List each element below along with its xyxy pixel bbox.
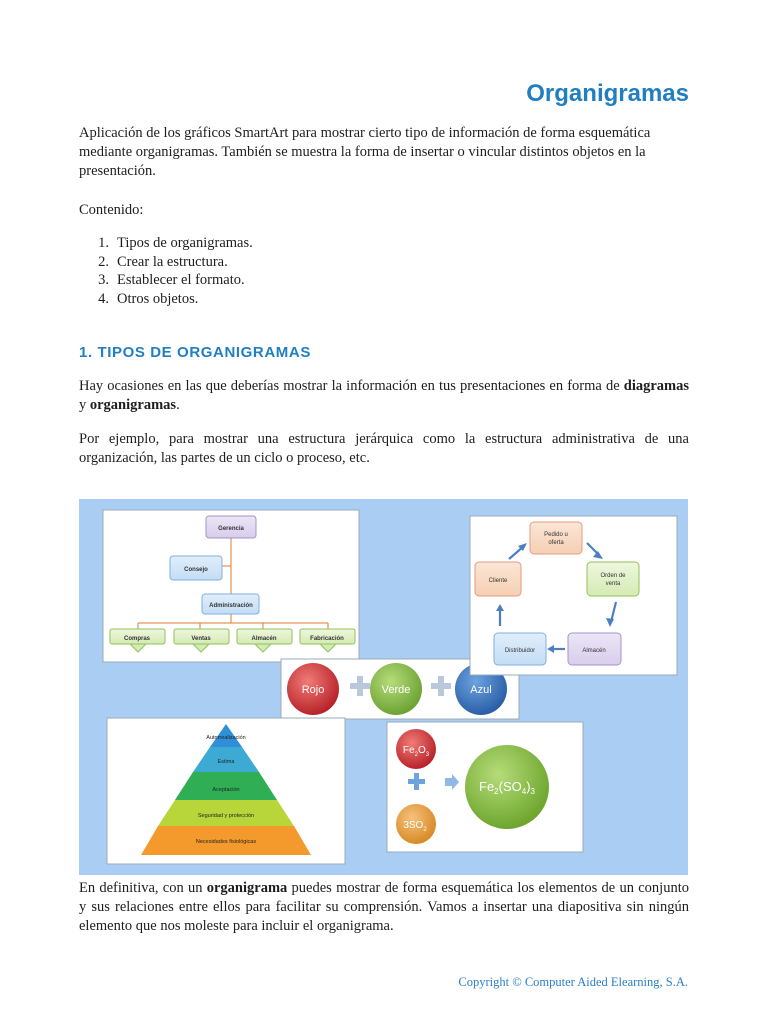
chemistry-diagram — [387, 722, 583, 852]
svg-text:Pedido u: Pedido u — [544, 532, 568, 538]
svg-text:Seguridad y protección: Seguridad y protección — [197, 813, 255, 819]
org-node-assistant: Consejo — [184, 567, 208, 573]
circle-label: Azul — [470, 684, 492, 696]
org-child: Compras — [123, 636, 151, 642]
circle-label: Verde — [381, 684, 411, 696]
org-child: Almacén — [251, 636, 277, 642]
circle-label: Rojo — [301, 684, 325, 696]
svg-text:oferta: oferta — [548, 540, 564, 546]
contents-list — [79, 234, 253, 309]
cycle-diagram — [470, 516, 677, 675]
svg-text:Fe2(SO4)3: $Fe_2(SO_4)_3$ — [479, 779, 535, 796]
paragraph-diagrams: Hay ocasiones en las que deberías mostrar la información en tus presentaciones en forma de diagramas y organigramas. — [79, 378, 689, 413]
svg-text:3SO2: $3SO_2$ — [403, 820, 427, 833]
org-child: Fabricación — [310, 636, 344, 642]
smartart-figure — [79, 499, 688, 875]
pyramid-diagram — [107, 718, 345, 864]
svg-text:Aceptación: Aceptación — [212, 787, 240, 793]
org-node-top: Gerencia — [218, 526, 244, 532]
svg-text:Necesidades fisiológicas: Necesidades fisiológicas — [195, 839, 257, 845]
section-title: 1. TIPOS DE ORGANIGRAMAS — [79, 344, 311, 361]
list-item: 4. Otros objetos. — [98, 291, 199, 308]
org-node-middle: Administración — [209, 603, 253, 609]
svg-text:Fe2O3: $Fe_2O_3$ — [402, 745, 430, 758]
svg-text:venta: venta — [605, 581, 621, 587]
intro-paragraph: Aplicación de los gráficos SmartArt para mostrar cierto tipo de información de forma esquemática mediante organigramas. También se muestra la forma de insertar o vincular distintos objetos en la presentación. — [79, 125, 651, 179]
svg-text:Almacén: Almacén — [582, 648, 606, 654]
list-item: 2. Crear la estructura. — [98, 253, 228, 270]
paragraph-conclusion: En definitiva, con un organigrama puedes mostrar de forma esquemática los elementos de un conjunto y sus relaciones entre ellos para facilitar su comprensión. Vamos a insertar una diapositiva sin ningún elemento que nos moleste para incluir el organigrama. — [79, 880, 689, 934]
svg-text:Cliente: Cliente — [488, 578, 508, 584]
org-child: Ventas — [191, 636, 211, 642]
list-item: 3. Establecer el formato. — [98, 272, 245, 289]
contents-label: Contenido: — [79, 202, 144, 218]
svg-text:Orden de: Orden de — [600, 573, 626, 579]
svg-text:Estima: Estima — [217, 759, 235, 765]
svg-text:Distribuidor: Distribuidor — [504, 648, 536, 654]
svg-text:Autorrealización: Autorrealización — [206, 735, 246, 741]
list-item: 1. Tipos de organigramas. — [98, 235, 253, 251]
copyright-footer: Copyright © Computer Aided Elearning, S.A. — [458, 975, 688, 989]
org-chart — [103, 510, 359, 662]
page-title: Organigramas — [526, 80, 689, 107]
paragraph-example: Por ejemplo, para mostrar una estructura jerárquica como la estructura administrativa de una organización, las partes de un ciclo o proceso, etc. — [79, 431, 689, 466]
